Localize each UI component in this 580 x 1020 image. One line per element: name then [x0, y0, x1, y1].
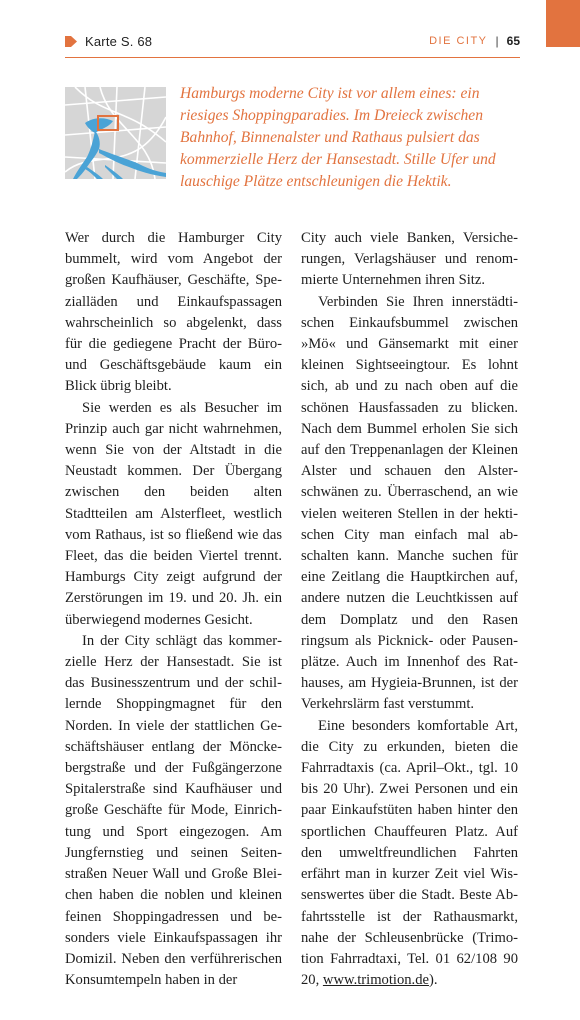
- website-link[interactable]: www.trimotion.de: [322, 972, 429, 989]
- page-edge-tab: [546, 0, 580, 47]
- paragraph-text: Eine besonders komfortable Art, die City zu erkunden, bieten die Fahrradtaxis (ca. April–Okt., tgl. 10 bis 20 Uhr). Zwei Personen und ein paar Einkaufstüten haben hinter den sportlichen Chauffeuren Platz. Auf den umweltfreundlichen Fahrten erfährt man in kurzer Zeit viel Wissenswertes über die Stadt. Beste Abfahrtsstelle ist der Rathausmarkt, nahe der Schleusenbrücke (Trimotion Fahrradtaxi, Tel. 01 62/108 90 20,: [301, 717, 518, 989]
- intro-text: Hamburgs moderne City ist vor allem eines: ein riesiges Shoppingparadies. Im Dreieck zwischen Bahnhof, Binnenalster und Rathaus pulsiert das kommerzielle Herz der Hansestadt. Stille Ufer und lauschige Plätze entschleunigen die Hektik.: [180, 85, 496, 190]
- paragraph: Sie werden es als Besucher im Prinzip auch gar nicht wahrnehmen, wenn Sie von der Altstadt in die Neustadt kommen. Der Übergang zwischen den beiden alten Stadtteilen am Alsterfleet, westlich vom Rathaus, ist so fließend wie das Fleet, das die beiden Viertel trennt. Hamburgs City zeigt aufgrund der Zerstörungen im 19. und 20. Jh. ein überwiegend modernes Gesicht.: [65, 399, 282, 628]
- header-separator: |: [495, 34, 499, 48]
- header-rule: [65, 57, 520, 58]
- paragraph: City auch viele Banken, Versicherungen, Verlagshäuser und renommierte Unternehmen ihren Sitz.: [301, 230, 518, 289]
- paragraph: [301, 716, 518, 992]
- running-header: [65, 34, 520, 56]
- left-column: [65, 228, 282, 991]
- arrow-right-icon: [65, 36, 77, 47]
- section-title: DIE CITY: [429, 35, 488, 47]
- article-body: [65, 228, 518, 991]
- city-map-icon: [65, 87, 166, 179]
- intro-section: [65, 83, 520, 193]
- paragraph-end: ).: [428, 972, 438, 989]
- paragraph: Verbinden Sie Ihren innerstädtischen Einkaufsbummel zwischen »Mö« und Gänsemarkt mit einer kleinen Sightseeingtour. Es lohnt sich, ab und zu nach oben auf die schönen Hausfassaden zu blicken. Nach dem Bummel erholen Sie sich auf den Treppenanlagen der Kleinen Alster und schauen den Alsterschwänen zu. Überraschend, an wie vielen weiteren Stellen in der hektischen City man einfach mal abschalten kann. Manche suchen für eine Zeitlang die Hauptkirchen auf, andere nutzen die Leuchtkissen auf dem Domplatz und den Rasen ringsum als Picknick- oder Pausenplätze. Auch im Innenhof des Rathauses, am Hygieia-Brunnen, ist der Verkehrslärm fast verstummt.: [301, 293, 518, 713]
- page-number: 65: [506, 34, 520, 48]
- right-column: [301, 228, 518, 991]
- paragraph: Wer durch die Hamburger City bummelt, wird vom Angebot der großen Kaufhäuser, Geschäfte, Spezialläden und Einkaufspassagen wahrscheinlich so abgelenkt, dass für die gediegene Pracht der Büro- und Geschäftsgebäude kaum ein Blick übrig bleibt.: [65, 230, 282, 395]
- section-info: [429, 34, 520, 48]
- map-reference[interactable]: [65, 34, 152, 49]
- map-reference-label: Karte S. 68: [85, 34, 153, 49]
- paragraph: In der City schlägt das kommerzielle Herz der Hansestadt. Sie ist das Businesszentrum und der schillernde Shoppingmagnet für den Norden. In viele der stattlichen Geschäftshäuser entlang der Mönckebergstraße und der Fußgängerzone Spitalerstraße sind Kaufhäuser und große Geschäfte für Mode, Einrichtung und Sport eingezogen. Am Jungfernstieg und seinen Seitenstraßen Neuer Wall und Große Bleichen haben die noblen und kleinen feinen Shoppingadressen und besonders viele Einkaufspassagen ihr Domizil. Neben den verführerischen Konsumtempeln haben in der: [65, 632, 282, 989]
